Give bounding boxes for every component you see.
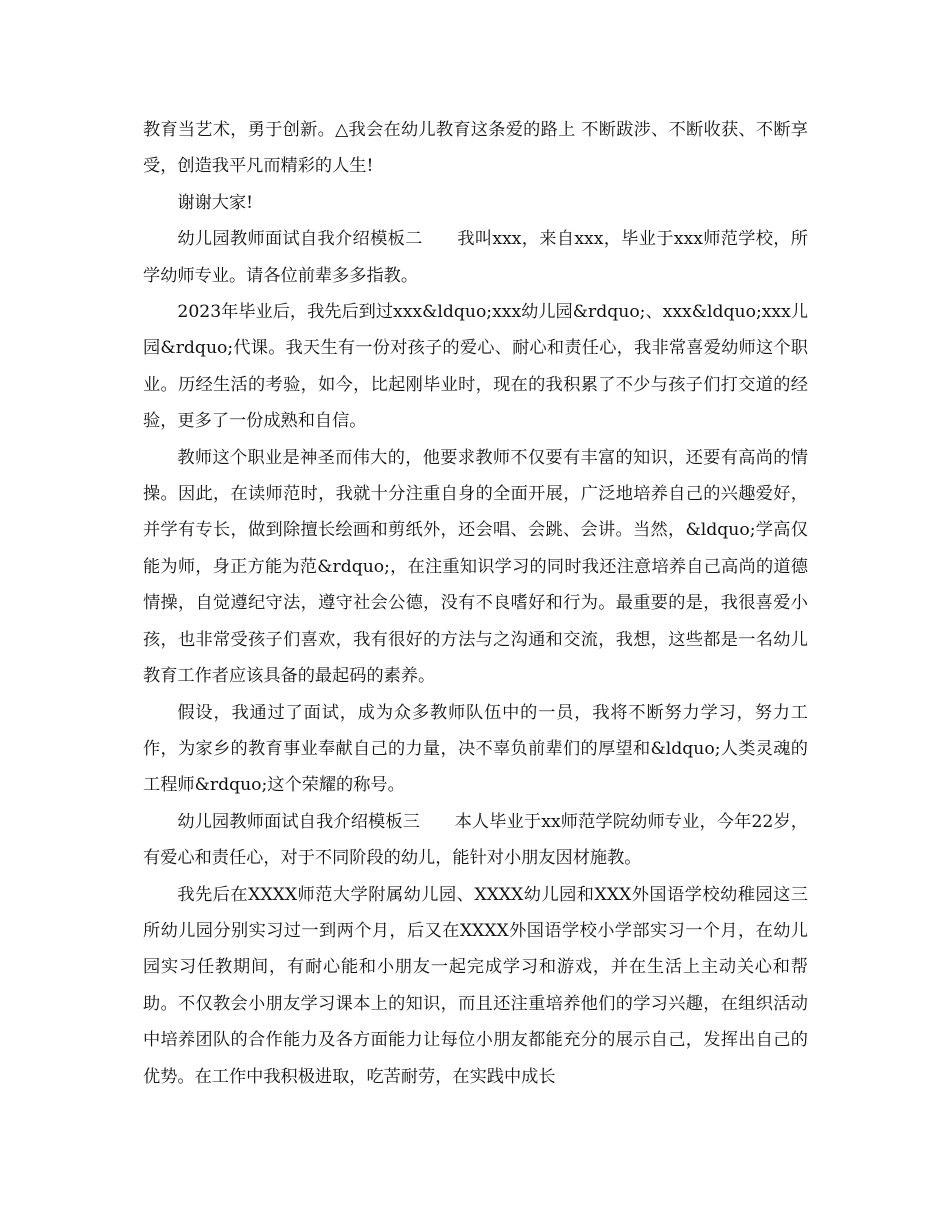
- paragraph-internship: [143, 877, 808, 1095]
- paragraph-text: 谢谢大家!: [177, 192, 254, 213]
- paragraph-teacher-profession: [143, 440, 808, 695]
- paragraph-text: 本人毕业于xx师范学院幼师专业，今年22岁，有爱心和责任心，对于不同阶段的幼儿，能针对小朋友因材施教。: [143, 811, 808, 869]
- paragraph-text: 我叫xxx，来自xxx，毕业于xxx师范学校，所学幼师专业。请各位前辈多多指教。: [143, 229, 808, 286]
- paragraph-text: 2023年毕业后，我先后到过xxx&ldquo;xxx幼儿园&rdquo;、xxx&ldquo;xxx儿园&rdquo;代课。我天生有一份对孩子的爱心、耐心和责任心，我非常喜爱幼师这个职业。历经生活的考验，如今，比起刚毕业时，现在的我积累了不少与孩子们打交道的经验，更多了一份成熟和自信。: [143, 302, 809, 432]
- paragraph-text: 假设，我通过了面试，成为众多教师队伍中的一员，我将不断努力学习，努力工作，为家乡的教育事业奉献自己的力量，决不辜负前辈们的厚望和&ldquo;人类灵魂的工程师&rdquo;这个荣耀的称号。: [143, 702, 808, 796]
- paragraph-text: 我先后在XXXX师范大学附属幼儿园、XXXX幼儿园和XXX外国语学校幼稚园这三所幼儿园分别实习过一到两个月，后又在XXXX外国语学校小学部实习一个月，在幼儿园实习任教期间，有耐心能和小朋友一起完成学习和游戏，并在生活上主动关心和帮助。不仅教会小朋友学习课本上的知识，而且还注重培养他们的学习兴趣，在组织活动中培养团队的合作能力及各方面能力让每位小朋友都能充分的展示自己，发挥出自己的优势。在工作中我积极进取，吃苦耐劳，在实践中成长: [143, 884, 808, 1087]
- paragraph-text: 教育当艺术，勇于创新。△我会在幼儿教育这条爱的路上 不断跋涉、不断收获、不断享受，创造我平凡而精彩的人生!: [143, 120, 808, 177]
- paragraph-if-hired: [143, 695, 808, 804]
- section-heading: 幼儿园教师面试自我介绍模板三: [177, 811, 421, 832]
- paragraph-template-two-intro: [143, 221, 808, 294]
- paragraph-closing-continuation: [143, 112, 808, 185]
- paragraph-text: 教师这个职业是神圣而伟大的，他要求教师不仅要有丰富的知识，还要有高尚的情操。因此，在读师范时，我就十分注重自身的全面开展，广泛地培养自己的兴趣爱好，并学有专长，做到除擅长绘画和剪纸外，还会唱、会跳、会讲。当然，&ldquo;学高仅能为师，身正方能为范&rdquo;，在注重知识学习的同时我还注意培养自己高尚的道德情操，自觉遵纪守法，遵守社会公德，没有不良嗜好和行为。最重要的是，我很喜爱小孩，也非常受孩子们喜欢，我有很好的方法与之沟通和交流，我想，这些都是一名幼儿教育工作者应该具备的最起码的素养。: [143, 447, 808, 687]
- section-heading: 幼儿园教师面试自我介绍模板二: [177, 229, 423, 250]
- paragraph-template-three-intro: [143, 804, 808, 877]
- paragraph-thanks: [143, 185, 808, 221]
- paragraph-graduation: [143, 294, 808, 440]
- document-body: [143, 112, 808, 1095]
